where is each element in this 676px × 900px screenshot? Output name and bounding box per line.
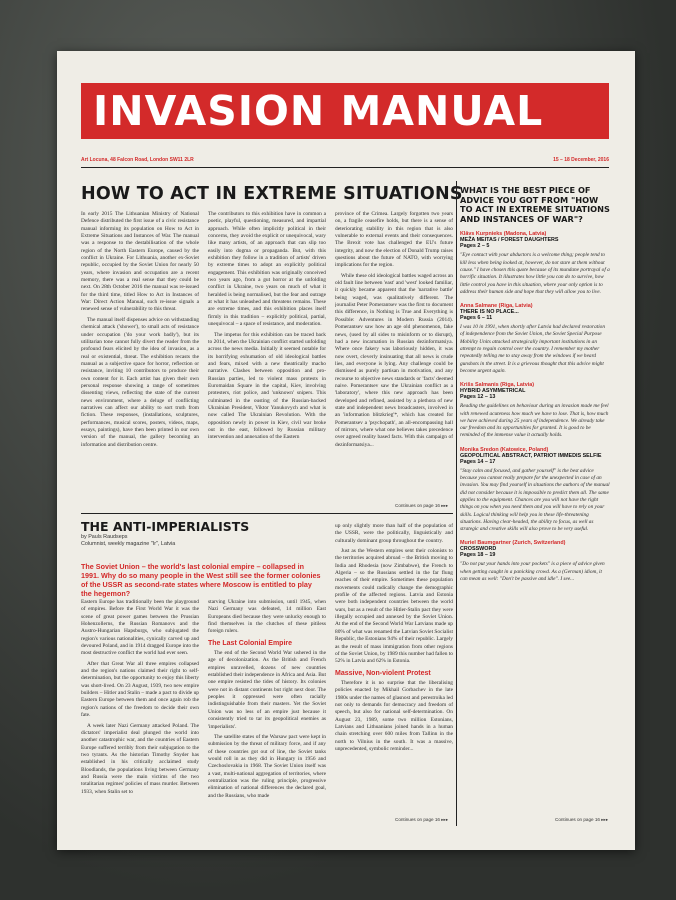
article2-column-1	[81, 599, 199, 824]
masthead-date: 15 – 18 December, 2016	[553, 157, 609, 163]
article2-headline: THE ANTI-IMPERIALISTS	[81, 519, 250, 534]
sidebar-entry	[460, 382, 610, 439]
subheading: The Last Colonial Empire	[208, 639, 293, 647]
entry-pages: Pages 18 – 19	[460, 552, 496, 559]
byline-role: Columnist, weekly magazine "Ir", Latvia	[81, 541, 176, 547]
newspaper-sheet	[57, 51, 635, 850]
entry-work: MEŽA MEITAS / FOREST DAUGHTERS	[460, 237, 559, 244]
article1-column-2	[208, 211, 326, 511]
article2-column-3	[335, 523, 453, 815]
paragraph: Just as the Western empires sent their colonists to the territories acquired abroad – the British moving to India and Rhodesia (now Zimbabwe), the French to Algeria – so the Russians settled in the far flung reaches of their empire. Sometimes these population movements could radically change the demographic profile of the affected regions. Latvia and Estonia were both independent countries between the world wars, but as a result of the Hitler-Stalin pact they were illegally occupied and annexed by the Soviet Union. At the end of the Second World War Latvians made up 80% of what was renamed the Latvian Soviet Socialist Republic, the Estonians 94% of their republic. Largely as the result of mass immigration from other regions of the Soviet Union, by 1989 this number had fallen to 52% in Latvia and 62% in Estonia.	[335, 548, 453, 665]
article1-column-1	[81, 211, 199, 511]
paragraph: The manual itself dispenses advice on withstanding chemical attack ('shower'), to small acts of resistance under occupation ('do your work badly'), but its utilitarian tone cannot fully divert the reader from the profound fears elicited by the idea of invasion, as a real or existential, threat. The exhibition recasts the manual as a subjective space for horror, reflection or resistance, inviting 10 contributors to produce their own content for it. Each artist has given their own personal response showing a range of sometimes dissenting views, reflecting the state of the current news environment, where a deluge of conflicting narratives can affect our ability to sort truth from fiction. These responses, (installations, sculptures, performances, musical scores, posters, videos, maps, essays, paintings), have then been printed in our own version of the manual, the gallery becoming an information and distribution centre.	[81, 316, 199, 448]
sidebar-entry	[460, 303, 610, 375]
paragraph: The contributors to this exhibition have in common a poetic, playful, questioning, measured, and impartial approach. While often implicitly political in their concerns, they avoid the explicit or unequivocal, wary like many artists, of an approach that can slip too easily into dogma or propaganda. But, with this exhibition they follow in a tradition of artists' driven by extreme times to adopt an explicitly political engagement. This exhibition was originally conceived two years ago, from a gut horror at the unfolding conflict in Ukraine, two years on much of what it heralded is being normalised, but the fear and outrage at what it has unleashed and threatens remains. These are extreme times, and this exhibition places itself firmly in this tradition – explicitly political, partial, unequivocal – a space of resistance, and moderation.	[208, 211, 326, 328]
paragraph: The satellite states of the Warsaw pact were kept in submission by the threat of military force, and if any of these countries got out of line, the Soviet tanks would roll in as they did in Hungary in 1956 and Czechoslovakia in 1968. The Soviet Union itself was a vast, multi-national aggregation of territories, where centralization was the ruling principle, progressive elimination of national differences the declared goal, and the Russians, who made	[208, 733, 326, 799]
paragraph: Therefore it is no surprise that the liberalising policies enacted by Mikhail Gorbachev in the late 1980s under the names of glasnost and perestroika led not only to demands for democracy and freedom of speech, but also for national self-determination. On August 23, 1989, some two million Estonians, Latvians and Lithuanians joined hands in a human chain stretching over 600 miles from Tallinn in the north to Vilnius in the south. It was a massive, unprecedented, symbolic reminder...	[335, 679, 453, 752]
paragraph: up only slightly more than half of the population of the USSR, were the politically, linguistically and culturally dominant group throughout the country.	[335, 523, 453, 544]
sidebar-entry	[460, 231, 610, 296]
entry-pages: Pages 14 – 17	[460, 458, 496, 465]
entry-quote: "Eye contact with your abductors is a welcome thing; people tend to kill less when being looked at, however, do not stare at them without cause." I have chosen this quote because of its mundane portrayal of a horrific situation. It illustrates how little you can do to survive, how little control you have in this situation, where your only option is to address their human side and hope that they will allow you to live.	[460, 252, 610, 295]
entry-author: Krišs Salmanis (Riga, Latvia)	[460, 382, 534, 389]
article1-column-3	[335, 211, 453, 501]
sidebar	[460, 186, 610, 826]
entry-author: Muriel Baumgartner (Zurich, Switzerland)	[460, 540, 566, 547]
paragraph: In early 2015 The Lithuanian Ministry of National Defence distributed the first issue of a civic resistance manual informing its population on How to Act in Extreme Situations and Instances of War. The manual was a response to the destabilisation of the whole region of the North Eastern Europe, caused by the conflict in Ukraine. For Lithuania, another ex-Soviet republic, occupied by the Soviet Union for nearly 50 years, where invasion and occupation are a recent memory, there was a real sense that they could be next. On 28th October 2016 the manual was re-issued for the third time, titled How to Act in Instances of War: Direct Action Manual, such re-issue signals a renewed sense of vulnerability to this threat.	[81, 211, 199, 313]
entry-quote: "Stay calm and focused, and gather yourself" is the best advice because you cannot really prepare for the unexpected in case of an invasion. You may find yourself in situations the authors of the manual did not consider because it is impossible to predict them all. The same applies to the equipment. Chances are you will not have the right things on you when you need them and you will have to rely on your skills. Logical thinking will help you in these life-threatening situations. Having clear-headed, the ability to focus, as well as strategic and creative skills will also prove to be very useful.	[460, 467, 610, 533]
paragraph: After that Great War all three empires collapsed and the region's nations claimed their right to self-determination, but the opportunity to enjoy this liberty was short-lived. On 23 August, 1939, two new empire builders – Hitler and Stalin – made a pact to divide up Eastern Europe between them and once again rob the region's nations of the freedom to decide their own fate.	[81, 660, 199, 719]
sidebar-title: WHAT IS THE BEST PIECE OF ADVICE YOU GOT FROM "HOW TO ACT IN EXTREME SITUATIONS AND INSTANCES OF WAR"?	[460, 186, 610, 224]
subheading: Massive, Non-violent Protest	[335, 669, 431, 677]
article2-column-2	[208, 599, 326, 824]
entry-pages: Pages 2 – 5	[460, 243, 490, 250]
entry-work: GEOPOLITICAL ABSTRACT, PATRIOT IMMEDIS SELFIE	[460, 452, 602, 459]
entry-work: CROSSWORD	[460, 546, 497, 553]
paragraph: While these old ideological battles waged across an old fault line between 'east' and 'west' looked familiar, it quickly became apparent that the 'narrative battle' being waged, was qualitatively different. The journalist Peter Pomerantsev was the first to document this difference, in Nothing is True and Everything is Possible: Adventures in Modern Russia (2014). Pomerantsev saw how an age old phenomenon, fake news, (used by all sides to misinform or to disrupt), had a new incarnation in Russian dezinformatsiya. Where once fakery was laboriously hidden, it was now overt, cleverly insinuating that all news is crude lies, and everyone is lying. Any challenge could be dismissed as purely partisan in motivation, and any recourse to objective news standards or 'facts' deemed naive. Pomerantsev saw the Ukrainian conflict as a 'laboratory', where this new approach has been developed and refined, assisted by a plethora of new state and independent news broadcasters, involved in an 'information blitzkrieg'*, which has created for Pomerantsev a 'psychopath', an all-encompassing hall of mirrors, where what one believes takes precedence over agreed reality based facts. With this campaign of dezinformatsiya...	[335, 272, 453, 448]
paragraph: The end of the Second World War ushered in the age of decolonization. As the British and French empires unravelled, dozens of new countries established their independence in Africa and Asia. But one empire resisted the tides of history. Its colonies were not in distant continents but right next door. The peoples it oppressed were often racially indistinguishable from their masters. Yet the Soviet Union was no less of an empire just because it consistently tried to tar its geopolitical enemies as 'imperialists'.	[208, 650, 326, 730]
masthead-title: INVASION MANUAL	[81, 83, 609, 139]
entry-author: Klāvs Kurpnieks (Madona, Latvia)	[460, 231, 547, 238]
entry-pages: Pages 6 – 11	[460, 315, 493, 322]
section-divider	[81, 513, 453, 514]
article2-byline	[81, 534, 175, 548]
sidebar-entry	[460, 447, 610, 534]
byline-author: by Pauls Raudseps	[81, 534, 128, 540]
entry-work: THERE IS NO PLACE...	[460, 309, 519, 316]
entry-work: HYBRID ASYMMETRICAL	[460, 388, 526, 395]
entry-author: Monika Sredon (Katowice, Poland)	[460, 446, 549, 453]
article2-deck: The Soviet Union – the world's last colonial empire – collapsed in 1991. Why do so many people in the West still see the former colonies of the USSR as second-rate states where Moscow is entitled to play the hegemon?	[81, 562, 321, 598]
article1-continued-link[interactable]: Continues on page 16 ▸▸▸	[395, 503, 449, 508]
entry-quote: Reading the guidelines on behaviour during an invasion made me feel with renewed acuteness how much we have to lose. That is, how much we have achieved during 25 years of independence. We already take our freedom and its opportunities for granted. It is good to be reminded of the immense value it actually holds.	[460, 403, 609, 439]
masthead-address: Art Locuna, 48 Falcon Road, London SW11 2LR	[81, 157, 194, 163]
masthead-subbar	[81, 157, 609, 163]
article2-continued-link[interactable]: Continues on page 16 ▸▸▸	[395, 817, 449, 822]
sidebar-continued-link[interactable]: Continues on page 16 ▸▸▸	[555, 817, 609, 822]
entry-quote: "Do not put your hands into your pockets" is a piece of advice given when getting caught in a panicking crowd. As a (German) idiom, it can mean as well: "Don't be passive and idle". I see...	[460, 561, 605, 582]
paragraph: Eastern Europe has traditionally been the playground of empires. Before the First World War it was the scene of great power games between the Prussian Hohenzollerns, the Russian Romanovs and the Austro-Hungarian Hapsburgs, who subjugated the region's various nationalities, cynically carved up and devoured Poland, and in 1914 dragged Europe into the most destructive conflict the world had ever seen.	[81, 599, 199, 657]
entry-pages: Pages 12 – 13	[460, 394, 496, 401]
paragraph: A week later Nazi Germany attacked Poland. The dictators' imperialist deal plunged the world into another catastrophic war, and the countries of Eastern Europe suffered terribly from their subjugation to the two tyrants. As the historian Timothy Snyder has established in his critically acclaimed study Bloodlands, the populations living between Germany and Russia were the main victims of the two totalitarian regimes' policies of mass murder. Between 1933, when Stalin set to	[81, 722, 199, 795]
article1-headline: HOW TO ACT IN EXTREME SITUATIONS	[81, 184, 463, 204]
paragraph: province of the Crimea. Largely forgotten two years on, a fragile ceasefire holds, but there is a sense of deteriorating stability in this region that is also vulnerable to external events and their consequences. The Brexit vote has challenged the EU's future integrity, and now the election of Donald Trump raises questions about the future of NATO, with worrying implications for the region.	[335, 211, 453, 269]
sidebar-divider	[456, 181, 457, 826]
paragraph: The impetus for this exhibition can be traced back to 2014, when the Ukrainian conflict started unfolding across the news media. Initially it seemed notable for its horrifying exhumation of old ideological battles and fears, mixed with a new theatrically macho narrative. Clashes between opposition and pro-Russian parties, led to violent mass protests in Euromaidan Square in the capital, Kiev, involving protesters, riot police, and 'unknown' snipers. This culminated in the ousting of the Russian-backed Ukrainian President, Viktor Yanukovych and what is now called The Ukrainian Revolution. With the opposition newly in power in Kiev, civil war broke out in the east, followed by Russian military intervention and annexation of the Eastern	[208, 331, 326, 441]
entry-author: Anna Salmane (Riga, Latvia)	[460, 303, 533, 310]
entry-quote: I was 10 in 1991, when shortly after Latvia had declared restoration of independence from the Soviet Union, the Soviet Special Purpose Mobility Units attacked strategically important institutions in an attempt to regain control over the country. I remember my mother repeatedly telling me to stay away from the windows if we heard gunshots in the street. It is a grievous thought that this advice might become urgent again.	[460, 324, 605, 374]
masthead-rule	[81, 167, 609, 168]
sidebar-entry	[460, 540, 610, 583]
paragraph: starving Ukraine into submission, until 1945, when Nazi Germany was defeated, 14 million East Europeans died because they were unlucky enough to find themselves in the clutches of these pitiless foreign rulers.	[208, 599, 326, 635]
